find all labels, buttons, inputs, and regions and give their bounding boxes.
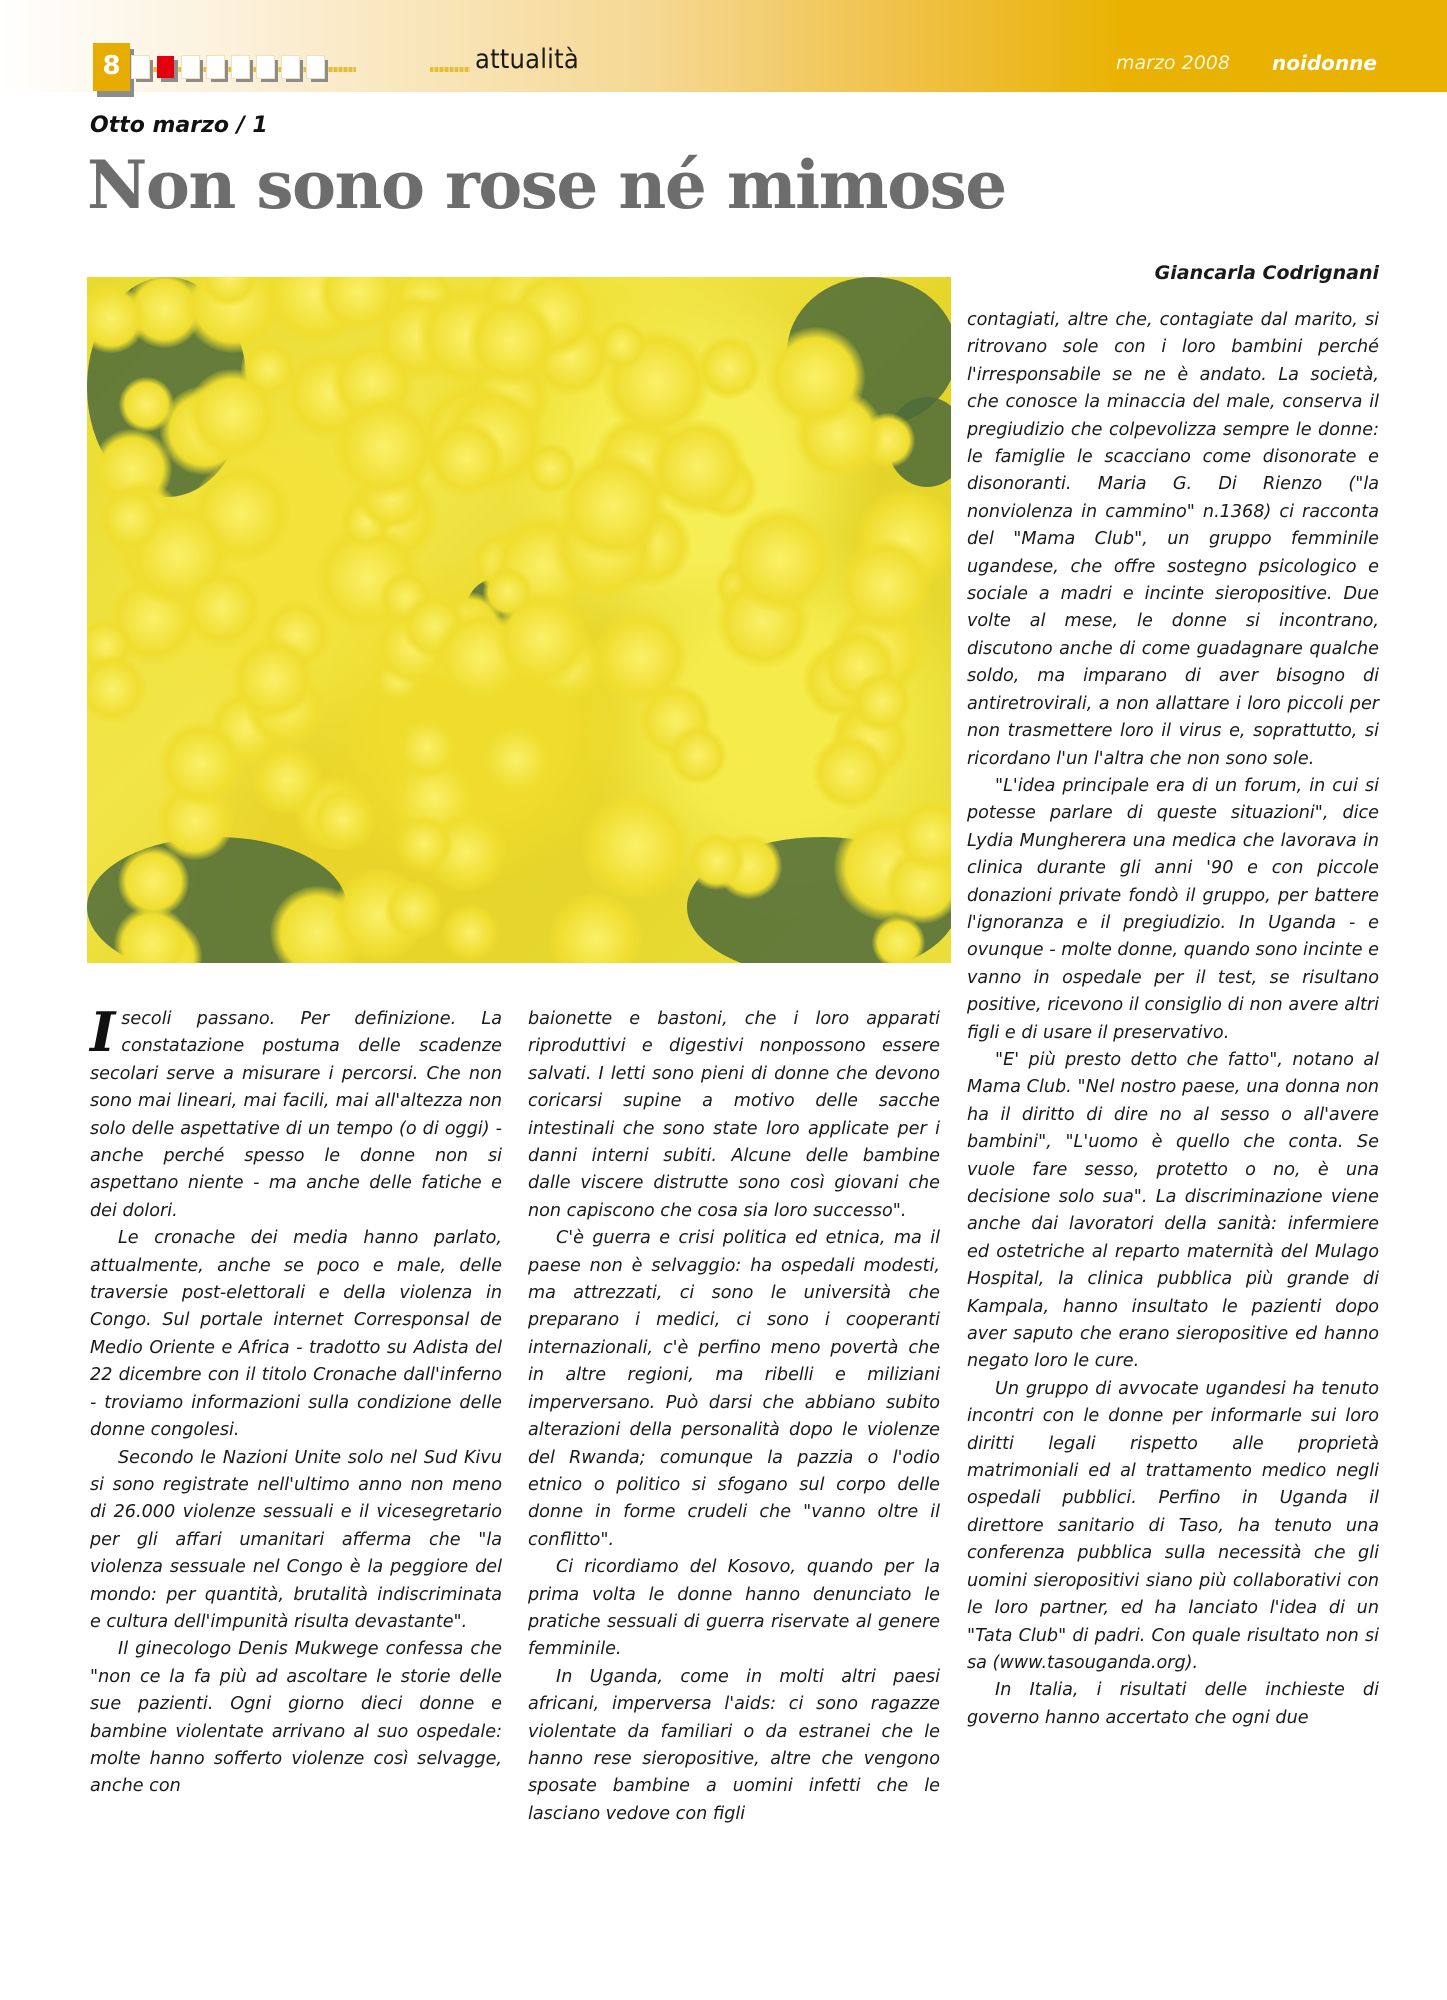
paragraph: C'è guerra e crisi politica ed etnica, ma il paese non è selvaggio: ha ospedali modesti, ma attrezzati, ci sono le università che preparano i medici, ci sono i cooperanti internazionali, c'è perfino meno povertà che in altre regioni, ma ribelli e miliziani imperversano. Può darsi che abbiano subito alterazioni della personalità dopo le violenze del Rwanda; comunque la pazzia o l'odio etnico o politico si sfogano sul corpo delle donne in forme crudeli che "vanno oltre il conflitto".	[528, 1228, 940, 1550]
nav-square	[307, 56, 324, 78]
mimosa-puff	[241, 341, 296, 396]
mimosa-puff	[581, 791, 690, 900]
nav-square	[232, 56, 249, 78]
article-column-3	[967, 307, 1379, 1732]
mimosa-puff	[483, 567, 533, 617]
mimosa-puff	[811, 734, 888, 811]
nav-square	[207, 56, 224, 78]
mimosa-puff	[158, 721, 243, 806]
mimosa-puff	[252, 744, 323, 815]
article-kicker: Otto marzo / 1	[90, 113, 268, 138]
paragraph: "L'idea principale era di un forum, in cui si potesse parlare di queste situazioni", dice Lydia Mungherera una medica che lavorava in clinica durante gli anni '90 e con piccole donazioni private fondò il gruppo, per battere l'ignoranza e il pregiudizio. In Uganda - e ovunque - molte donne, quando sono incinte e vanno in ospedale per il test, se risultano positive, ricevono il consiglio di non avere altri figli e di usare il preservativo.	[967, 775, 1379, 1043]
mimosa-puff	[119, 377, 174, 432]
section-label: attualità	[475, 44, 579, 75]
mimosa-puff	[442, 904, 499, 961]
section-nav	[132, 56, 324, 78]
mimosa-puff	[668, 726, 727, 785]
mimosa-puff	[766, 327, 866, 427]
paragraph: In Italia, i risultati delle inchieste di governo hanno accertato che ogni due	[967, 1680, 1379, 1728]
paragraph: Un gruppo di avvocate ugandesi ha tenuto incontri con le donne per informarle sui loro diritti legali rispetto alle proprietà matrimoniali ed al trattamento medico negli ospedali pubblici. Perfino in Uganda il direttore sanitario di Taso, ha tenuto una conferenza pubblica sulla necessità che gli uomini sieropositivi siano più collaborativi con le loro partner, ed ha lanciato l'idea di un "Tata Club" di padri. Con quale risultato non si sa (www.tasouganda.org).	[967, 1378, 1379, 1673]
mimosa-puff	[838, 538, 933, 633]
nav-line	[430, 67, 470, 72]
nav-square-active	[157, 56, 174, 78]
paragraph: In Uganda, come in molti altri paesi africani, imperversa l'aids: ci sono ragazze violentate da familiari o da estranei che le hanno rese sieropositive, altre che vengono sposate bambine a uomini infetti che le lasciano vedove con figli	[528, 1666, 940, 1824]
header-band	[0, 0, 1447, 92]
mimosa-puff	[727, 506, 834, 613]
issue-date: marzo 2008	[1116, 52, 1230, 74]
nav-square	[282, 56, 299, 78]
mimosa-puff	[479, 722, 554, 797]
mimosa-puff	[428, 420, 505, 497]
mimosa-puff	[852, 672, 912, 732]
paragraph: baionette e bastoni, che i loro apparati riproduttivi e digestivi nonpossono essere salvati. I letti sono pieni di donne che devono coricarsi supine a motivo delle sacche intestinali che sono state loro applicate per i danni interni subiti. Alcune delle bambine dalle viscere distrutte sono così giovani che non capiscono che cosa sia loro successo".	[528, 1009, 940, 1221]
mimosa-puff	[593, 610, 688, 705]
magazine-brand: noidonne	[1272, 51, 1377, 75]
nav-square	[257, 56, 274, 78]
mimosa-photo	[87, 277, 951, 963]
mimosa-puff	[87, 655, 147, 723]
mimosa-puff	[688, 832, 746, 890]
mimosa-puff	[333, 395, 436, 498]
paragraph: Il ginecologo Denis Mukwege confessa che "non ce la fa più ad ascoltare le storie delle sue pazienti. Ogni giorno dieci donne e bambine violentate arrivano al suo ospedale: molte hanno sofferto violenze così selvagge, anche con	[90, 1639, 502, 1797]
nav-square	[132, 56, 149, 78]
mimosa-puff	[384, 881, 442, 939]
article-author: Giancarla Codrignani	[1154, 262, 1379, 284]
paragraph: Secondo le Nazioni Unite solo nel Sud Kivu si sono registrate nell'ultimo anno non meno di 26.000 violenze sessuali e il vicesegretario per gli affari umanitari afferma che "la violenza sessuale nel Congo è la peggiore del mondo: per quantità, brutalità indiscriminata e cultura dell'impunità risulta devastante".	[90, 1447, 502, 1632]
paragraph: Ci ricordiamo del Kosovo, quando per la prima volta le donne hanno denunciato le pratiche sessuali di guerra riservate al genere femminile.	[528, 1557, 940, 1660]
article-column-2	[528, 1006, 940, 1828]
drop-cap: I	[90, 1000, 116, 1064]
article-column-1	[90, 1000, 502, 1801]
paragraph: I secoli passano. Per definizione. La constatazione postuma delle scadenze secolari serve a misurare i percorsi. Che non sono mai lineari, mai facili, mai all'altezza non solo delle aspettative di un tempo (o di oggi) - anche perché spesso le donne non si aspettano niente - ma anche delle fatiche e dei dolori.	[90, 1000, 502, 1221]
mimosa-puff	[395, 815, 452, 872]
mimosa-puff	[559, 452, 667, 560]
mimosa-puff	[99, 486, 164, 551]
nav-square	[182, 56, 199, 78]
paragraph: "E' più presto detto che fatto", notano al Mama Club. "Nel nostro paese, una donna non ha il diritto di dire no al sesso o all'avere bambini", "L'uomo è quello che conta. Se vuole fare sesso, protetto o no, è una decisione solo sua". La discriminazione viene anche dai lavoratori della sanità: infermiere ed ostetriche al reparto maternità del Mulago Hospital, la clinica pubblica più grande di Kampala, hanno insultato le pazienti dopo aver saputo che erano sieropositive ed hanno negato loro le cure.	[967, 1049, 1379, 1372]
mimosa-puff	[396, 716, 459, 779]
page-number: 8	[93, 43, 130, 91]
mimosa-puff	[311, 787, 375, 851]
article-title: Non sono rose né mimose	[87, 146, 1006, 224]
mimosa-puff	[467, 296, 557, 386]
paragraph: contagiati, altre che, contagiate dal marito, si ritrovano sole con i loro bambini perché l'irresponsabile se ne è andato. La società, che conosce la minaccia del male, conserva il pregiudizio che colpevolizza sempre le donne: le famiglie le scacciano come disonorate e disonoranti. Maria G. Di Rienzo ("la nonviolenza in cammino" n.1368) ci racconta del "Mama Club", un gruppo femminile ugandese, che offre sostegno psicologico e sociale a madri e incinte sieropositive. Due volte al mese, le donne si incontrano, discutono anche di come guadagnare qualche soldo, ma imparano di aver bisogno di antiretrovirali, a non allattare i loro piccoli per non trasmettere loro il virus e, soprattutto, si ricordano l'un l'altra che non sono sole.	[967, 310, 1379, 769]
mimosa-puff	[183, 569, 261, 647]
mimosa-puff	[231, 637, 315, 721]
paragraph: Le cronache dei media hanno parlato, attualmente, anche se poco e male, delle traversie post-elettorali e della violenza in Congo. Sul portale internet Corresponsal de Medio Oriente e Africa - tradotto su Adista del 22 dicembre con il titolo Cronache dall'inferno - troviamo informazioni sulla condizione delle donne congolesi.	[90, 1228, 502, 1441]
mimosa-puff	[549, 892, 642, 963]
